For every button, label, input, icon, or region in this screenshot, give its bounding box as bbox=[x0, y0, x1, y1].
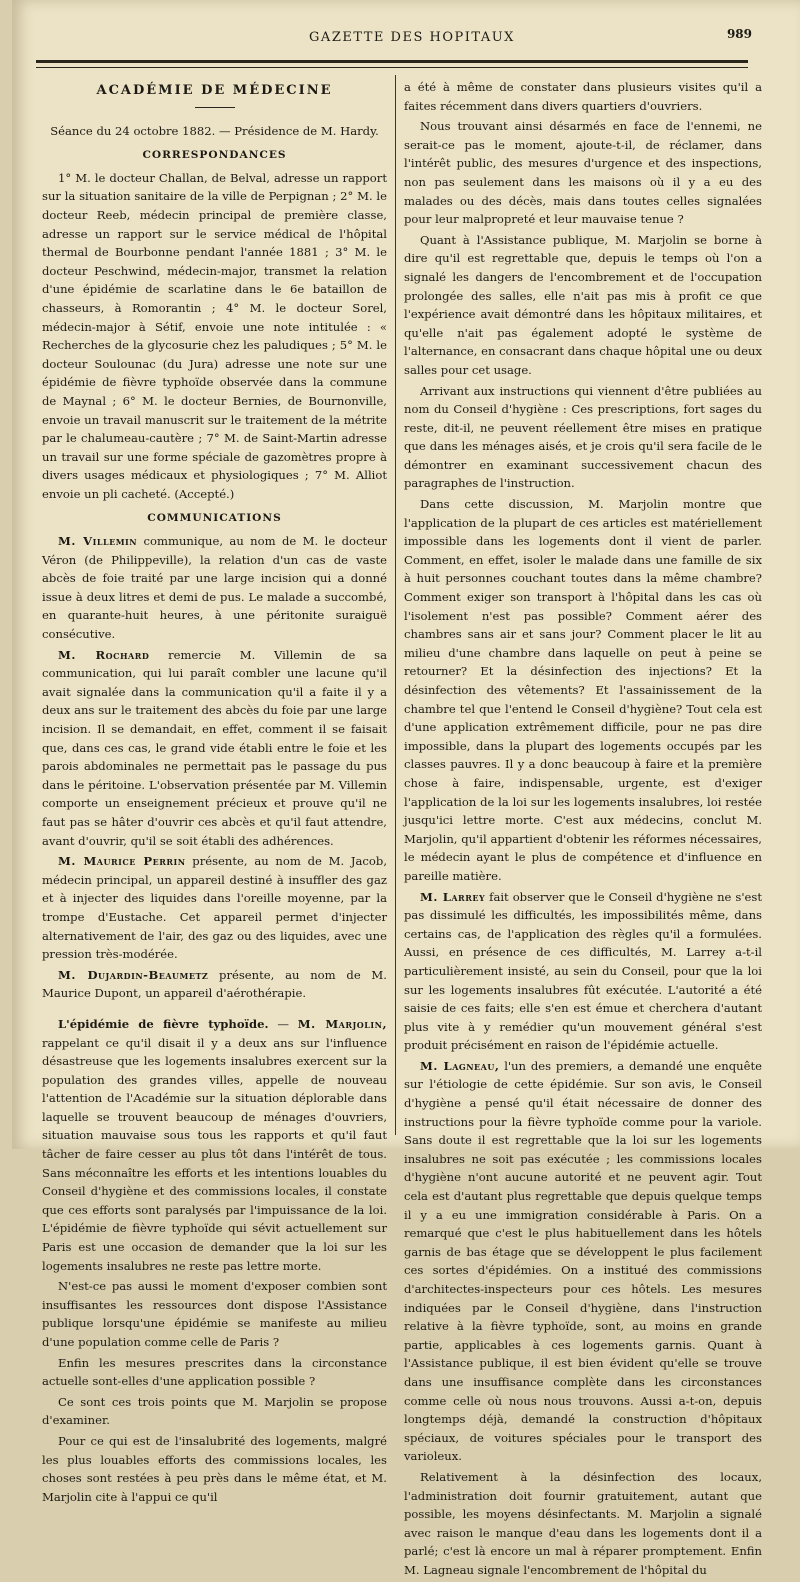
paragraph-text: Pour ce qui est de l'insalubrité des logements, malgré les plus louables efforts des commissions locales, les choses sont restées à peu près dans le même état, et M. Marjolin cite à l'appui ce qu'il bbox=[42, 1433, 387, 1504]
dash: — bbox=[268, 1016, 298, 1031]
header-rule-thick bbox=[36, 60, 748, 63]
paragraph-text: Arrivant aux instructions qui viennent d'être publiées au nom du Conseil d'hygiène : Ces prescriptions, fort sages du reste, dit-il, ne peuvent réellement être mises en pratique que dans les ménages aisés, et je crois qu'il sera facile de le démontrer en examinant successivement chacun des paragraphes de l'instruction. bbox=[404, 383, 762, 491]
column-divider bbox=[395, 75, 396, 1135]
section-correspondances: CORRESPONDANCES bbox=[142, 149, 287, 162]
paragraph-text: Relativement à la désinfection des locaux, l'administration doit fournir gratuitement, autant que possible, les moyens désinfectants. M. Marjolin a signalé avec raison le manque d'eau dans les logements dont il a parlé; c'est là encore un mal à réparer promptement. Enfin M. Lagneau signale l'encombrement de l'hôpital du bbox=[404, 1469, 762, 1577]
paragraph-text: a été à même de constater dans plusieurs visites qu'il a faites récemment dans divers quartiers d'ouvriers. bbox=[404, 80, 762, 113]
page-number: 989 bbox=[726, 27, 752, 41]
title-rule bbox=[195, 107, 235, 108]
paragraph-villemin bbox=[42, 532, 387, 644]
speaker-name: M. Villemin bbox=[58, 534, 138, 549]
journal-header: GAZETTE DES HOPITAUX bbox=[309, 30, 515, 45]
header-rule-thin bbox=[36, 67, 748, 68]
paragraph-text: Quant à l'Assistance publique, M. Marjolin se borne à dire qu'il est regrettable que, depuis le temps où l'on a signalé les dangers de l'encombrement et de l'occupation prolongée des salles, elle n'ait pas mis à profit ce que l'expérience avait démontré dans les hôpitaux militaires, et qu'elle n'ait pas également adopté le système de l'alternance, en consacrant dans chaque hôpital une ou deux salles pour cet usage. bbox=[404, 232, 762, 377]
speaker-name: M. Maurice Perrin bbox=[58, 854, 186, 869]
paragraph-text: communique, au nom de M. le docteur Véron (de Philippeville), la relation d'un cas de vaste abcès de foie traité par une large incision qui a donné issue à deux litres et demi de pus. Le malade a succombé, en quarante-huit heures, à une péritonite suraiguë consécutive. bbox=[42, 534, 387, 642]
paragraph-text: fait observer que le Conseil d'hygiène ne s'est pas dissimulé les difficultés, les impossibilités même, dans certains cas, de l'application des règles qu'il a formulées. Aussi, en présence de ces difficultés, M. Larrey a-t-il particulièrement insisté, au sein du Conseil, pour que la loi sur les logements insalubres fût exécutée. L'autorité a été saisie de ces faits; elle s'en est émue et cherchera d'autant plus vite à y remédier qu'un mouvement général s'est produit précisément en raison de l'épidémie actuelle. bbox=[404, 889, 762, 1053]
paragraph-text: présente, au nom de M. Jacob, médecin principal, un appareil destiné à insuffler des gaz et à injecter des liquides dans l'oreille moyenne, par la trompe d'Eustache. Cet appareil permet d'injecter alternativement de l'air, des gaz ou des liquides, avec une pression très-modérée. bbox=[42, 854, 388, 962]
paragraph-text: l'un des premiers, a demandé une enquête sur l'étiologie de cette épidémie. Sur son avis, le Conseil d'hygiène a pensé qu'il était nécessaire de donner des instructions pour la fièvre typhoïde comme pour la variole. Sans doute il est regrettable que la loi sur les logements insalubres ne soit pas exécutée ; les commissions locales d'hygiène n'ont aucune autorité et ne peuvent agir. Tout cela est d'autant plus regrettable que depuis quelque temps il y a eu une immigration considérable à Paris. On a remarqué que c'est le plus habituellement dans les hôtels garnis de bas étage que se développent le plus facilement ces sortes d'épidémies. On a institué des commissions d'architectes-inspecteurs pour ces hôtels. Les mesures indiquées par le Conseil d'hygiène, dans l'instruction relative à la fièvre typhoïde, sont, au moins en grande partie, applicables à ces logements garnis. Quant à l'Assistance publique, il est bien évident qu'elle se trouve dans une insuffisance complète dans les circonstances comme celle où nous nous trouvons. Aussi a-t-on, depuis longtemps déjà, demandé la construction d'hôpitaux spéciaux, de voitures spéciales pour le transport des varioleux. bbox=[404, 1058, 762, 1464]
speaker-name: M. Lagneau, bbox=[420, 1058, 500, 1073]
paragraph-text: rappelant ce qu'il disait il y a deux ans sur l'influence désastreuse que les logements insalubres exercent sur la population des grandes villes, appelle de nouveau l'attention de l'Académie sur la situation déplorable dans laquelle se trouvent beaucoup de ménages d'ouvriers, situation mauvaise sous tous les rapports et qu'il faut tâcher de faire cesser au plus tôt dans l'intérêt de tous. Sans méconnaître les efforts et les intentions louables du Conseil d'hygiène et des commissions locales, il constate que ces efforts sont paralysés par l'impuissance de la loi. L'épidémie de fièvre typhoïde qui sévit actuellement sur Paris est une occasion de demander que la loi sur les logements insalubres ne reste pas lettre morte. bbox=[42, 1035, 387, 1273]
speaker-name: M. Marjolin, bbox=[297, 1016, 387, 1031]
session-line: Séance du 24 octobre 1882. — Présidence de M. Hardy. bbox=[50, 123, 379, 138]
article-title: ACADÉMIE DE MÉDECINE bbox=[96, 83, 333, 98]
paragraph-text: Dans cette discussion, M. Marjolin montre que l'application de la plupart de ces articles est matériellement impossible dans les logements dont il vient de parler. Comment, en effet, isoler le malade dans une famille de six à huit personnes couchant toutes dans la même chambre? Comment exiger son transport à l'hôpital dans les cas où l'isolement n'est pas possible? Comment aérer des chambres sans air et sans jour? Comment placer le lit au milieu d'une chambre dans laquelle on peut à peine se retourner? Et la désinfection des injections? Et la désinfection des vêtements? Et l'assainissement de la chambre tel que l'entend le Conseil d'hygiène? Tout cela est d'une application extrêmement difficile, pour ne pas dire impossible, dans la plupart des logements occupés par les classes pauvres. Il y a donc beaucoup à faire et la première chose à faire, indispensable, urgente, est d'exiger l'application de la loi sur les logements insalubres, loi restée jusqu'ici lettre morte. C'est aux médecins, conclut M. Marjolin, qu'il appartient d'obtenir les réformes nécessaires, le médecin ayant le plus de compétence et d'influence en pareille matière. bbox=[404, 497, 762, 883]
paragraph-dujardin bbox=[42, 966, 387, 1003]
paragraph-text: Enfin les mesures prescrites dans la circonstance actuelle sont-elles d'une application possible ? bbox=[42, 1355, 387, 1389]
speaker-name: M. Rochard bbox=[58, 647, 150, 662]
paragraph-text: Ce sont ces trois points que M. Marjolin se propose d'examiner. bbox=[42, 1394, 387, 1428]
spacer bbox=[42, 1005, 387, 1015]
speaker-name: M. Larrey bbox=[420, 889, 486, 904]
paragraph-larrey bbox=[404, 888, 762, 1055]
paragraph-correspondances: 1° M. le docteur Challan, de Belval, adresse un rapport sur la situation sanitaire de la ville de Perpignan ; 2° M. le docteur Reeb, médecin principal de première classe, adresse un rapport sur le service médical de l'hôpital thermal de Bourbonne pendant l'année 1881 ; 3° M. le docteur Peschwind, médecin-major, transmet la relation d'une épidémie de scarlatine dans le 6e bataillon de chasseurs, à Romorantin ; 4° M. le docteur Sorel, médecin-major à Sétif, envoie une note intitulée : « Recherches de la glycosurie chez les paludiques ; 5° M. le docteur Soulounac (du Jura) adresse une note sur une épidémie de fièvre typhoïde observée dans la commune de Maynal ; 6° M. le docteur Bernies, de Bournonville, envoie un travail manuscrit sur le traitement de la métrite par le chalumeau-cautère ; 7° M. de Saint-Martin adresse un travail sur une forme spéciale de gazomètres propre à divers usages médicaux et physiologiques ; 7° M. Alliot envoie un pli cacheté. (Accepté.) bbox=[42, 170, 387, 501]
paragraph-perrin bbox=[42, 852, 387, 964]
left-column bbox=[42, 78, 387, 1508]
paragraph-rochard bbox=[42, 646, 387, 851]
newspaper-page bbox=[12, 0, 800, 1577]
paragraph-text: Nous trouvant ainsi désarmés en face de l'ennemi, ne serait-ce pas le moment, ajoute-t-il, de réclamer, dans l'intérêt public, des mesures d'urgence et des inspections, non pas seulement dans les maisons où il y a eu des malades ou des décès, mais dans toutes celles signalées pour leur malpropreté et leur mauvaise tenue ? bbox=[404, 119, 762, 227]
subject-heading: L'épidémie de fièvre typhoïde. bbox=[58, 1016, 269, 1031]
paragraph-lagneau bbox=[404, 1057, 762, 1466]
section-communications: COMMUNICATIONS bbox=[147, 512, 282, 525]
right-column bbox=[404, 78, 762, 1582]
paragraph-marjolin bbox=[42, 1015, 387, 1275]
speaker-name: M. Dujardin-Beaumetz bbox=[58, 967, 209, 982]
paragraph-text: N'est-ce pas aussi le moment d'exposer combien sont insuffisantes les ressources dont dispose l'Assistance publique lorsqu'une épidémie se manifeste au milieu d'une population comme celle de Paris ? bbox=[42, 1279, 387, 1349]
paragraph-text: remercie M. Villemin de sa communication, qui lui paraît combler une lacune qu'il avait signalée dans la communication qu'il a faite il y a deux ans sur le traitement des abcès du foie par une large incision. Il se demandait, en effet, comment il se faisait que, dans ces cas, le grand vide établi entre le foie et les parois abdominales ne permettait pas le passage du pus dans le péritoine. L'observation présentée par M. Villemin comporte un enseignement précieux et prouve qu'il ne faut pas se hâter d'ouvrir ces abcès et qu'il faut attendre, avant d'ouvrir, qu'il se soit établi des adhérences. bbox=[42, 647, 388, 848]
paragraph-text: présente, au nom de M. Maurice Dupont, un appareil d'aérothérapie. bbox=[42, 967, 387, 1001]
